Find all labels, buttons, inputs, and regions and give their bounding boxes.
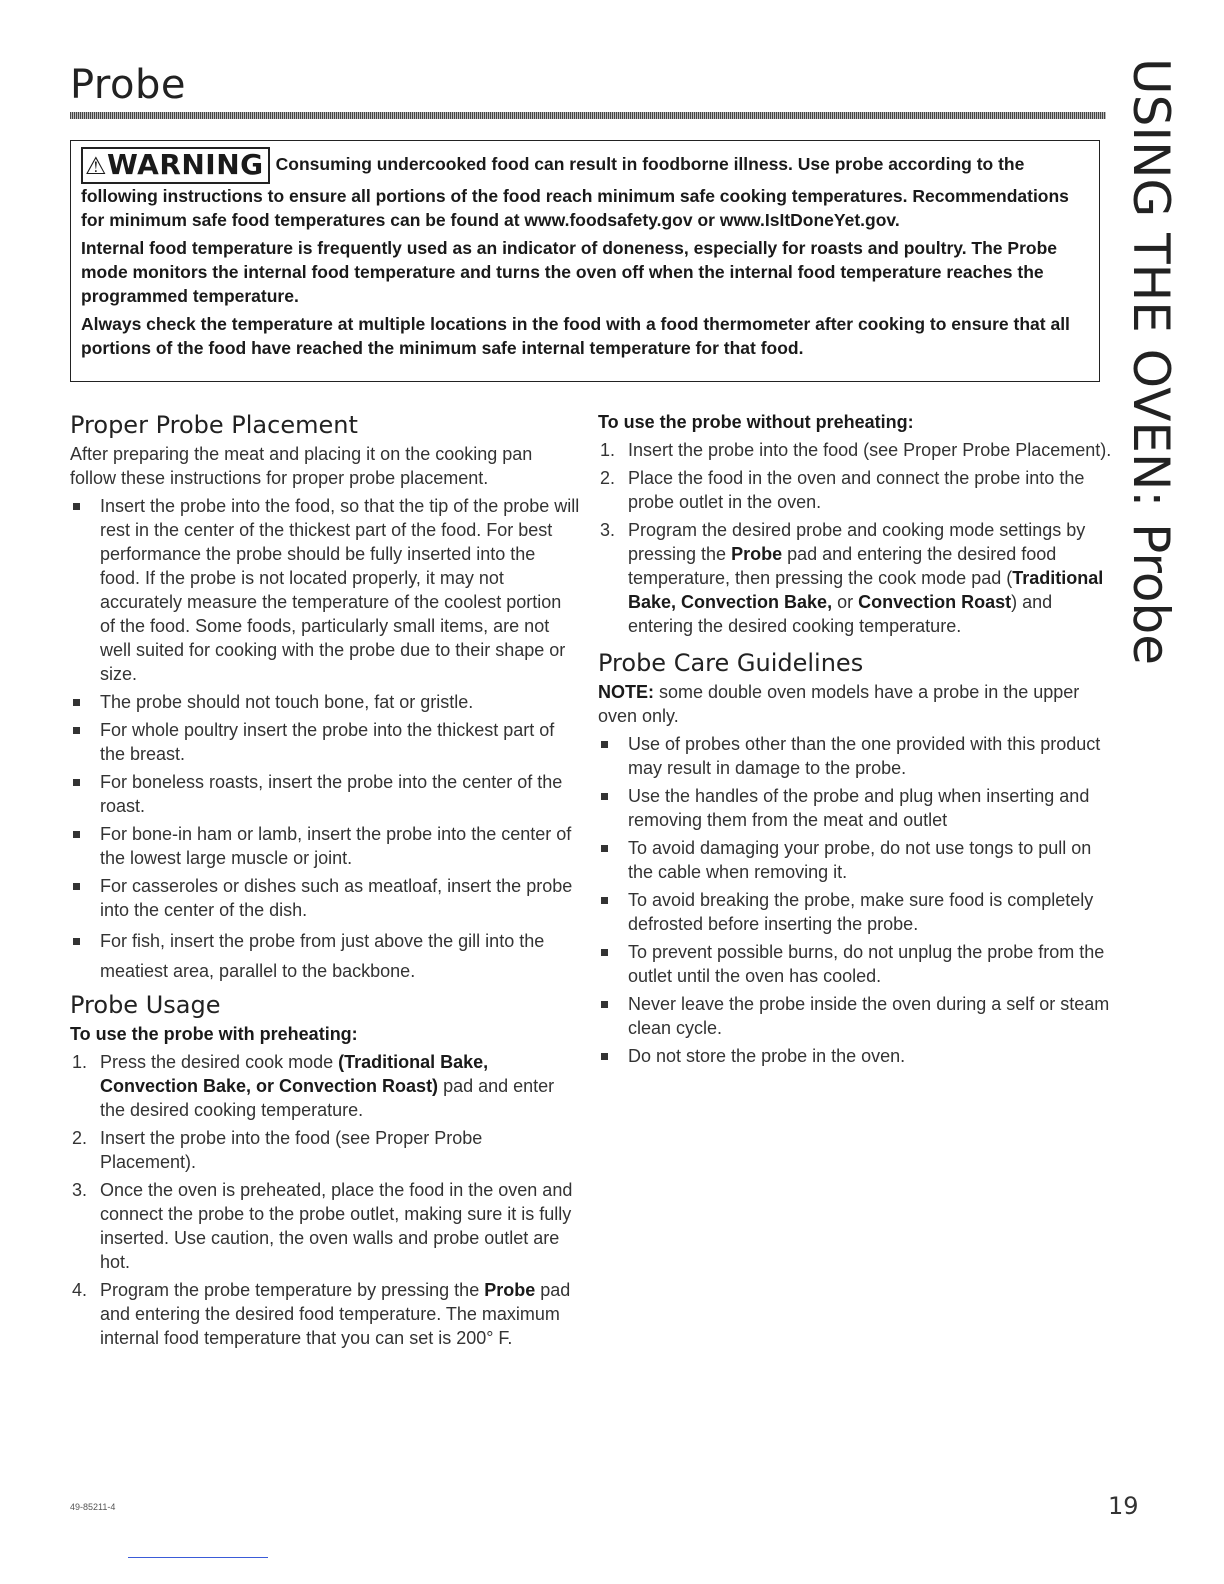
list-item — [598, 940, 1118, 988]
warning-paragraph: Internal food temperature is frequently used as an indicator of doneness, especially for roasts and poultry. The Probe mode monitors the internal food temperature and turns the oven off when the internal food temperature reaches the programmed temperature. — [81, 238, 1058, 306]
step-number: 2. — [72, 1128, 88, 1148]
step-text-bold: Probe — [484, 1280, 536, 1300]
placement-intro: After preparing the meat and placing it on the cooking pan follow these instructions for proper probe placement. — [70, 444, 533, 488]
care-list — [598, 732, 1118, 1068]
bullet-square-icon — [601, 741, 608, 748]
step-text: Once the oven is preheated, place the food in the oven and connect the probe to the probe outlet, making sure it is fully inserted. Use caution, the oven walls and probe outlet are hot. — [100, 1180, 573, 1272]
step-item — [598, 518, 1118, 638]
side-tab-section: USING THE OVEN: — [1122, 58, 1180, 508]
list-item — [70, 494, 580, 686]
warning-lead-text: Consuming undercooked food can result in foodborne illness. Use probe according to the following instructions to ensure all portions of the food reach minimum safe cooking temperatures. Recommendations for minimum safe food temperatures can be found at www.foodsafety.gov or www.IsItDoneYet.gov. — [81, 154, 1069, 230]
step-text: or — [832, 592, 859, 612]
placement-heading: Proper Probe Placement — [70, 411, 358, 439]
note-label: NOTE: — [598, 682, 654, 702]
side-section-tab — [1114, 58, 1188, 665]
list-item — [70, 718, 580, 766]
note-text: some double oven models have a probe in the upper oven only. — [598, 682, 1080, 726]
side-tab-topic: Probe — [1122, 507, 1180, 665]
list-item-text: Use the handles of the probe and plug when inserting and removing them from the meat and outlet — [628, 786, 1090, 830]
placement-list — [70, 494, 580, 986]
page-title: Probe — [70, 62, 186, 108]
step-text: Press the desired cook mode — [100, 1052, 339, 1072]
list-item — [70, 926, 580, 986]
step-item — [70, 1278, 580, 1350]
bullet-square-icon — [73, 938, 80, 945]
bullet-square-icon — [73, 779, 80, 786]
step-item — [598, 438, 1118, 462]
side-tab-text — [1114, 58, 1188, 665]
step-text: pad and enter the desired cooking temperature. — [100, 1076, 555, 1120]
bullet-square-icon — [73, 699, 80, 706]
warning-box — [70, 140, 1100, 382]
step-item — [70, 1178, 580, 1274]
list-item-text: Use of probes other than the one provided with this product may result in damage to the probe. — [628, 734, 1101, 778]
list-item-text: For bone-in ham or lamb, insert the probe into the center of the lowest large muscle or joint. — [100, 824, 572, 868]
list-item-text: Never leave the probe inside the oven during a self or steam clean cycle. — [628, 994, 1110, 1038]
list-item-text: The probe should not touch bone, fat or gristle. — [100, 692, 474, 712]
list-item — [70, 822, 580, 870]
bullet-square-icon — [601, 845, 608, 852]
step-number: 2. — [600, 468, 616, 488]
warning-badge-label: WARNING — [107, 148, 264, 181]
list-item — [70, 874, 580, 922]
usage-heading: Probe Usage — [70, 991, 221, 1019]
with-preheat-heading: To use the probe with preheating: — [70, 1024, 358, 1044]
step-number: 1. — [600, 440, 616, 460]
list-item-text: Do not store the probe in the oven. — [628, 1046, 906, 1066]
step-number: 3. — [600, 520, 616, 540]
warning-triangle-icon: ⚠ — [85, 152, 108, 180]
bullet-square-icon — [73, 883, 80, 890]
step-text: pad and entering the desired food temperature, then pressing the cook mode pad ( — [628, 544, 1057, 588]
step-item — [598, 466, 1118, 514]
step-text: Insert the probe into the food (see Proper Probe Placement). — [100, 1128, 483, 1172]
bullet-square-icon — [601, 1053, 608, 1060]
step-text: Insert the probe into the food (see Proper Probe Placement). — [628, 440, 1112, 460]
list-item — [598, 1044, 1118, 1068]
step-text: Program the desired probe and cooking mode settings by pressing the — [628, 520, 1086, 564]
list-item — [598, 836, 1118, 884]
bullet-square-icon — [601, 793, 608, 800]
step-text-bold: Probe — [731, 544, 783, 564]
bullet-square-icon — [601, 1001, 608, 1008]
care-note — [598, 680, 1118, 728]
title-rule — [70, 112, 1106, 119]
list-item-text: To prevent possible burns, do not unplug the probe from the outlet until the oven has cooled. — [628, 942, 1105, 986]
bullet-square-icon — [73, 503, 80, 510]
warning-lead-paragraph — [81, 147, 1091, 232]
list-item — [598, 992, 1118, 1040]
without-preheat-heading: To use the probe without preheating: — [598, 412, 914, 432]
list-item-text: For fish, insert the probe from just above the gill into the meatiest area, parallel to the backbone. — [100, 931, 545, 981]
list-item-text: Insert the probe into the food, so that the tip of the probe will rest in the center of the thickest part of the food. For best performance the probe should be fully inserted into the food. If the probe is not located properly, it may not accurately measure the temperature of the coolest portion of the food. Some foods, particularly small items, are not well suited for cooking with the probe due to their shape or size. — [100, 496, 580, 684]
step-number: 4. — [72, 1280, 88, 1300]
left-column — [70, 408, 580, 1350]
list-item — [70, 690, 580, 714]
step-number: 1. — [72, 1052, 88, 1072]
without-preheat-steps — [598, 438, 1118, 638]
step-text-bold: (Traditional Bake, Convection Bake, or Convection Roast) — [100, 1052, 489, 1096]
list-item-text: For casseroles or dishes such as meatloaf, insert the probe into the center of the dish. — [100, 876, 573, 920]
bullet-square-icon — [73, 831, 80, 838]
list-item-text: For whole poultry insert the probe into the thickest part of the breast. — [100, 720, 555, 764]
list-item — [598, 732, 1118, 780]
with-preheat-steps — [70, 1050, 580, 1350]
step-text: pad and entering the desired food temperature. The maximum internal food temperature that you can set is 200° F. — [100, 1280, 571, 1348]
right-column — [598, 410, 1118, 1068]
list-item — [598, 784, 1118, 832]
bottom-divider-line — [128, 1557, 268, 1558]
step-item — [70, 1126, 580, 1174]
list-item-text: To avoid damaging your probe, do not use tongs to pull on the cable when removing it. — [628, 838, 1092, 882]
step-item — [70, 1050, 580, 1122]
bullet-square-icon — [601, 949, 608, 956]
step-text: Place the food in the oven and connect the probe into the probe outlet in the oven. — [628, 468, 1085, 512]
warning-paragraph: Always check the temperature at multiple locations in the food with a food thermometer after cooking to ensure that all portions of the food have reached the minimum safe internal temperature for that food. — [81, 314, 1070, 358]
list-item-text: For boneless roasts, insert the probe into the center of the roast. — [100, 772, 563, 816]
bullet-square-icon — [73, 727, 80, 734]
step-text-bold: Convection Roast — [858, 592, 1012, 612]
page-number: 19 — [1108, 1492, 1139, 1520]
step-text: Program the probe temperature by pressing the — [100, 1280, 485, 1300]
step-number: 3. — [72, 1180, 88, 1200]
care-heading: Probe Care Guidelines — [598, 649, 864, 677]
step-text-bold: Traditional Bake, Convection Bake, — [628, 568, 1104, 612]
list-item-text: To avoid breaking the probe, make sure food is completely defrosted before inserting the probe. — [628, 890, 1094, 934]
list-item — [70, 770, 580, 818]
list-item — [598, 888, 1118, 936]
step-text: ) and entering the desired cooking temperature. — [628, 592, 1053, 636]
warning-badge — [81, 147, 270, 184]
document-code: 49-85211-4 — [70, 1502, 116, 1512]
bullet-square-icon — [601, 897, 608, 904]
